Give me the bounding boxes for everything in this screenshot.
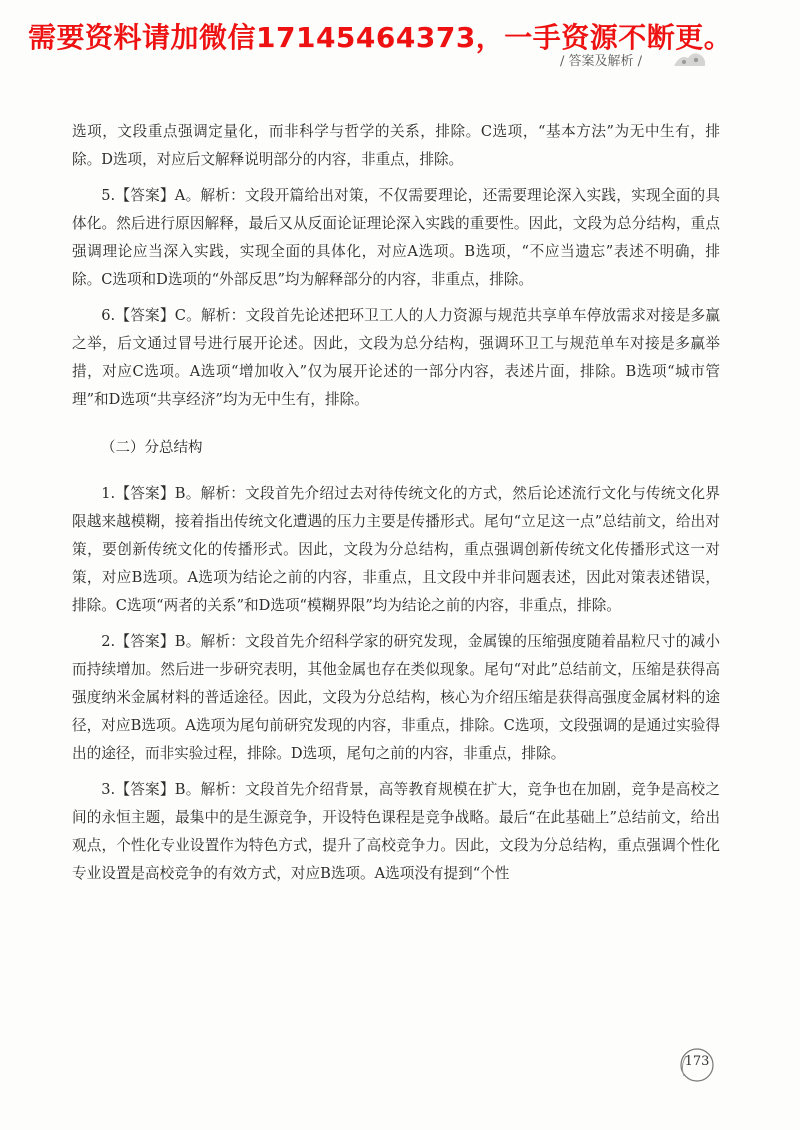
paragraph-text: 解析：文段首先介绍背景，高等教育规模在扩大，竞争也在加剧，竞争是高校之间的永恒主题，最集中的是生源竞争，开设特色课程是竞争战略。最后“在此基础上”总结前文，给出观点，个性化专业设置作为特色方式，提升了高校竞争力。因此，文段为分总结构，重点强调个性化专业设置是高校竞争的有效方式，对应B选项。A选项没有提到“个性	[72, 781, 720, 882]
paragraph-text: 解析：文段首先介绍过去对待传统文化的方式，然后论述流行文化与传统文化界限越来越模糊，接着指出传统文化遭遇的压力主要是传播形式。尾句“立足这一点”总结前文，给出对策，要创新传统文化的传播形式。因此，文段为分总结构，重点强调创新传统文化传播形式这一对策，对应B选项。A选项为结论之前的内容，非重点，且文段中并非问题表述，因此对策表述错误，排除。C选项“两者的关系”和D选项“模糊界限”均为结论之前的内容，非重点，排除。	[72, 485, 720, 614]
decorative-ornament-icon	[672, 48, 708, 72]
answer-label: 5.【答案】A。	[101, 187, 201, 204]
paragraph-text: 解析：文段首先介绍科学家的研究发现，金属镍的压缩强度随着晶粒尺寸的减小而持续增加。然后进一步研究表明，其他金属也存在类似现象。尾句“对此”总结前文，压缩是获得高强度纳米金属材料的普适途径。因此，文段为分总结构，核心为介绍压缩是获得高强度金属材料的途径，对应B选项。A选项为尾句前研究发现的内容，非重点，排除。C选项，文段强调的是通过实验得出的途径，而非实验过程，排除。D选项，尾句之前的内容，非重点，排除。	[72, 633, 720, 762]
answer-label: 3.【答案】B。	[101, 781, 201, 798]
answer-item-2	[72, 628, 720, 768]
paragraph-text: 解析：文段开篇给出对策，不仅需要理论，还需要理论深入实践，实现全面的具体化。然后进行原因解释，最后又从反面论证理论深入实践的重要性。因此，文段为总分结构，重点强调理论应当深入实践，实现全面的具体化，对应A选项。B选项，“不应当遗忘”表述不明确，排除。C选项和D选项的“外部反思”均为解释部分的内容，非重点，排除。	[72, 187, 720, 288]
answer-label: 1.【答案】B。	[101, 485, 201, 502]
watermark-banner: 需要资料请加微信17145464373，一手资源不断更。	[28, 21, 733, 54]
answer-item-3	[72, 776, 720, 888]
answer-item-5	[72, 182, 720, 294]
answer-label: 6.【答案】C。	[101, 307, 201, 324]
paragraph-continued	[72, 118, 720, 174]
page-number: 173	[684, 1054, 710, 1069]
answer-content	[72, 118, 720, 896]
answer-label: 2.【答案】B。	[101, 633, 201, 650]
paragraph-text: 解析：文段首先论述把环卫工人的人力资源与规范共享单车停放需求对接是多赢之举，后文通过冒号进行展开论述。因此，文段为总分结构，强调环卫工与规范单车对接是多赢举措，对应C选项。A选项“增加收入”仅为展开论述的一部分内容，表述片面，排除。B选项“城市管理”和D选项“共享经济”均为无中生有，排除。	[72, 307, 720, 408]
section-heading: （二）分总结构	[101, 440, 203, 456]
answer-item-6	[72, 302, 720, 414]
paragraph-text: 选项，文段重点强调定量化，而非科学与哲学的关系，排除。C选项，“基本方法”为无中生有，排除。D选项，对应后文解释说明部分的内容，非重点，排除。	[72, 123, 720, 168]
answer-item-1	[72, 480, 720, 620]
running-head: / 答案及解析 /	[560, 54, 643, 69]
